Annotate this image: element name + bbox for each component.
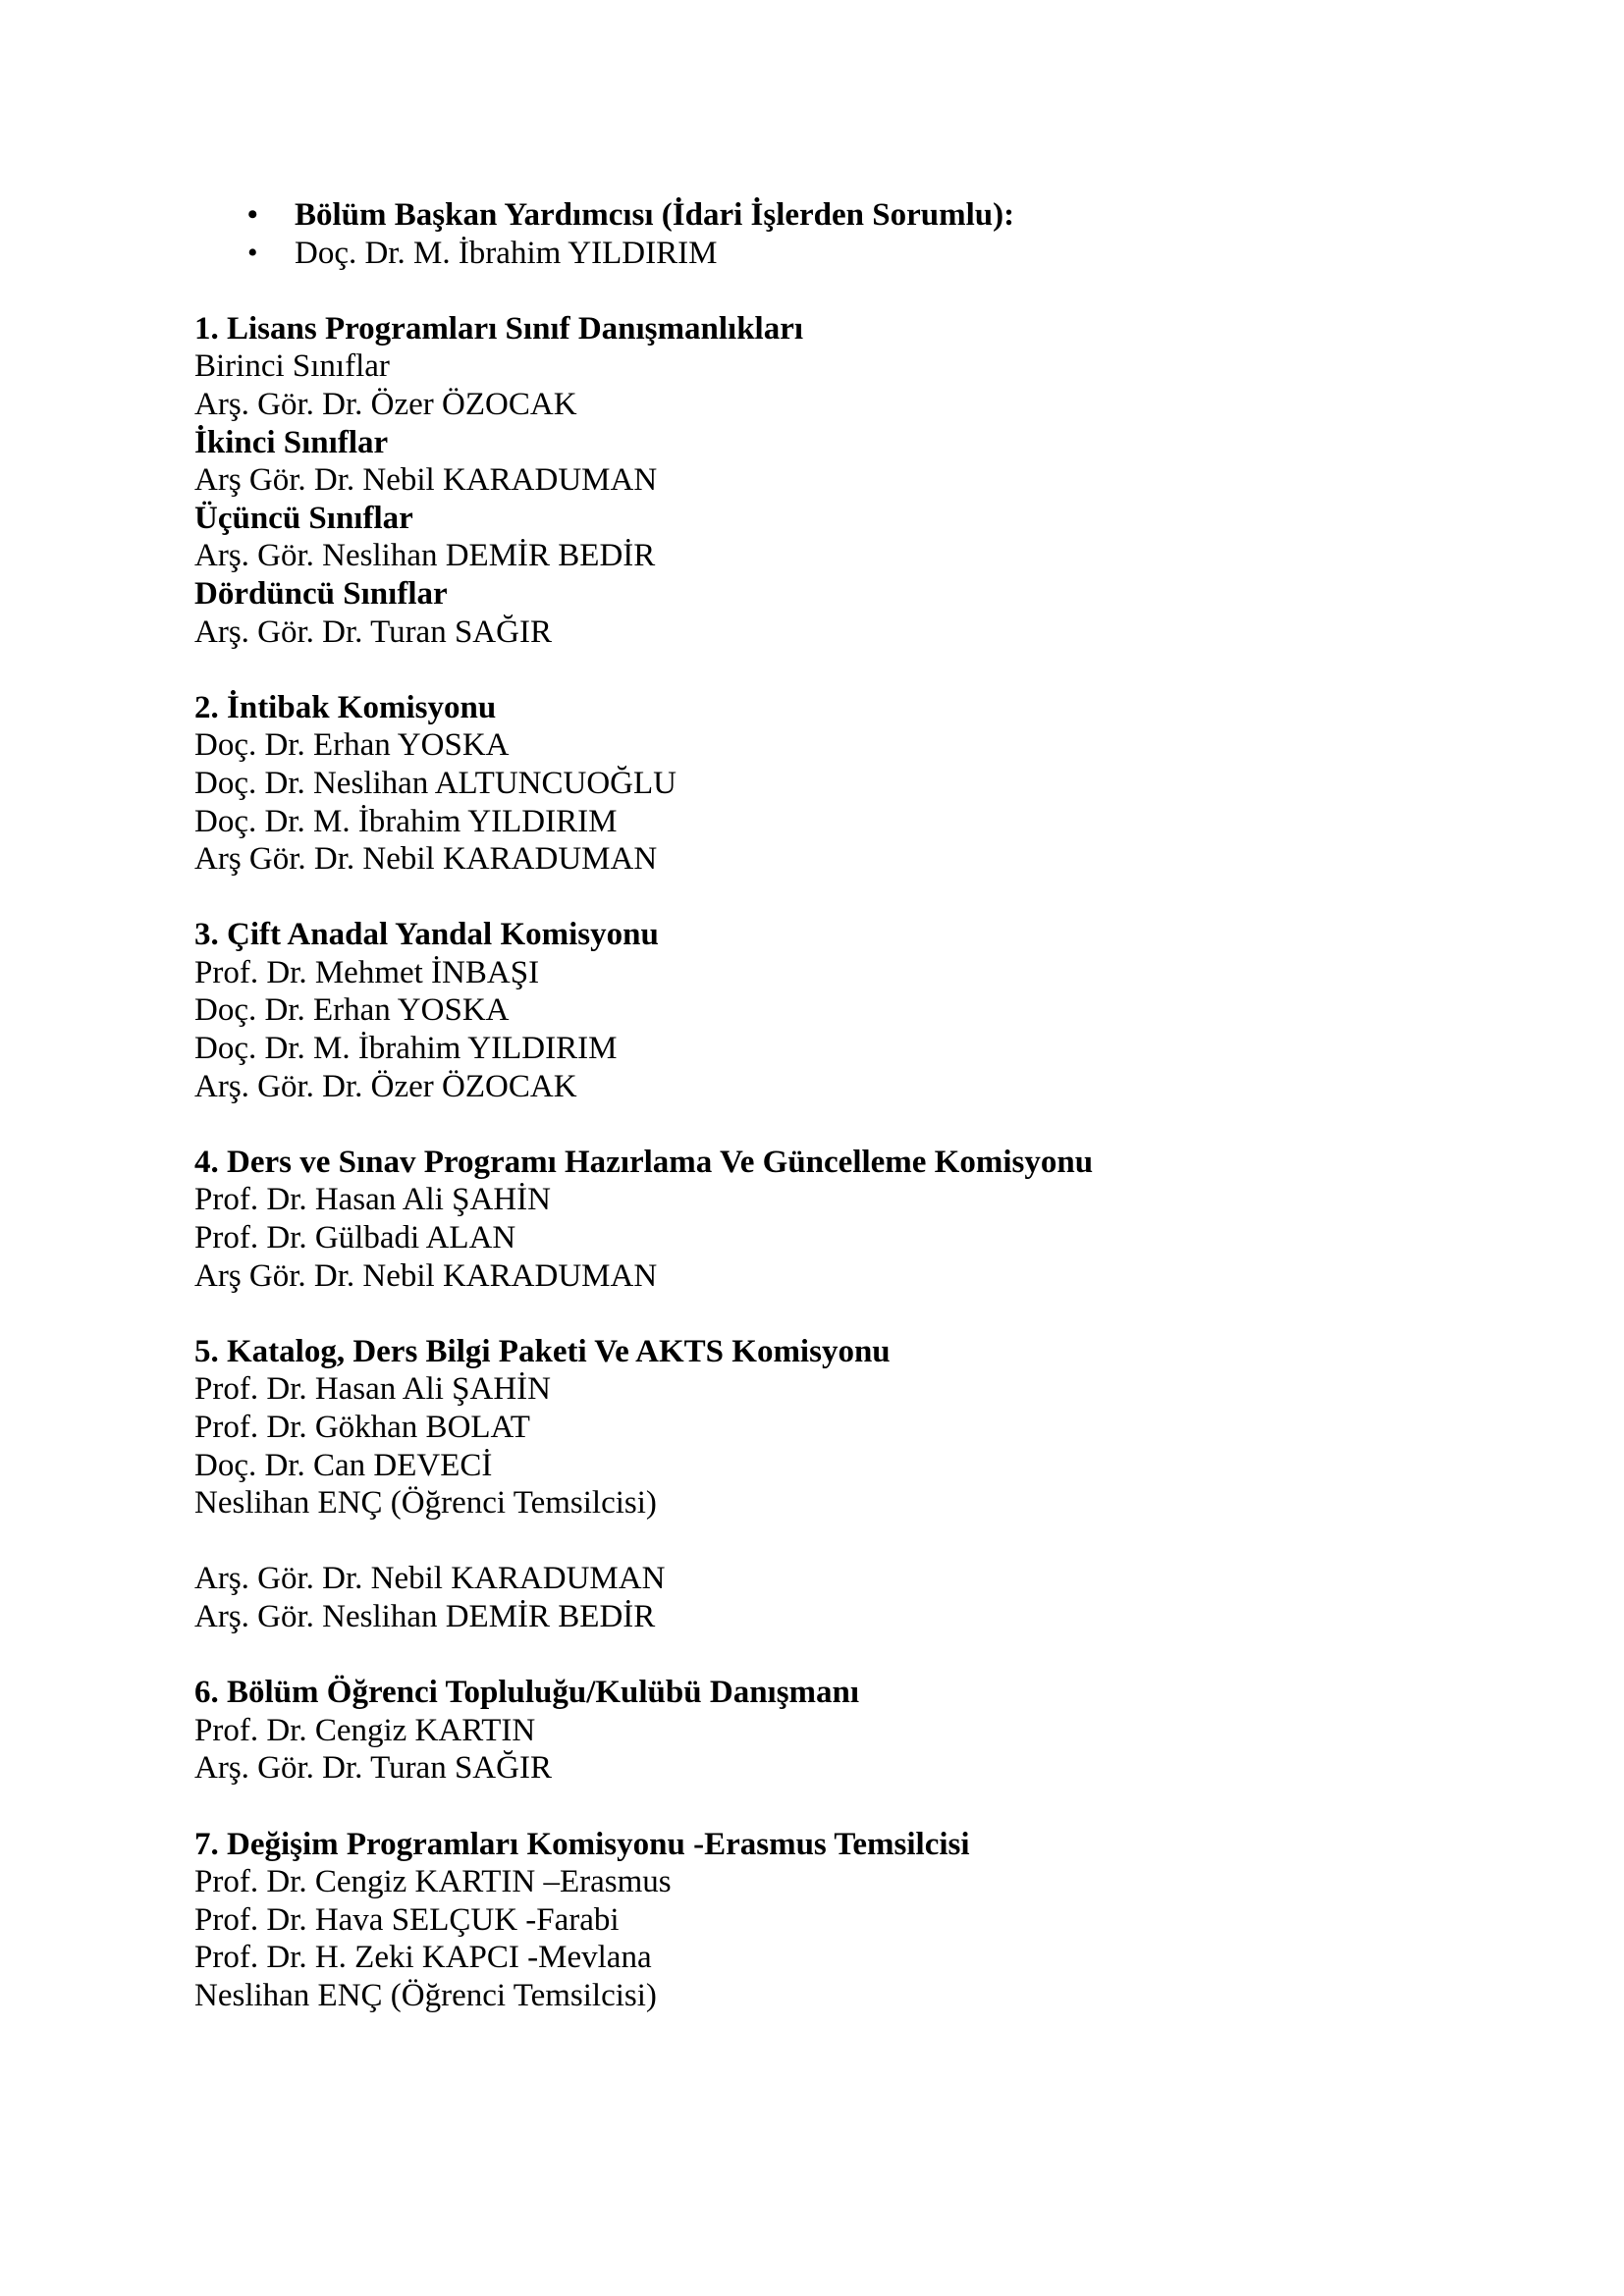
member-line: Arş. Gör. Dr. Turan SAĞIR <box>194 1750 552 1787</box>
member-line: Doç. Dr. M. İbrahim YILDIRIM <box>194 803 618 839</box>
member-line: Doç. Dr. Can DEVECİ <box>194 1447 493 1483</box>
bullet-item <box>247 196 1471 235</box>
member-line: Neslihan ENÇ (Öğrenci Temsilcisi) <box>194 1485 657 1522</box>
bullet-text: Doç. Dr. M. İbrahim YILDIRIM <box>295 235 718 271</box>
section <box>194 1674 1471 1788</box>
member-line: Prof. Dr. Hava SELÇUK -Farabi <box>194 1901 620 1938</box>
member-line: Prof. Dr. H. Zeki KAPCI -Mevlana <box>194 1940 652 1976</box>
member-line: Prof. Dr. Hasan Ali ŞAHİN <box>194 1371 551 1408</box>
section-title: 5. Katalog, Ders Bilgi Paketi Ve AKTS Komisyonu <box>194 1333 891 1369</box>
section-title: 4. Ders ve Sınav Programı Hazırlama Ve Güncelleme Komisyonu <box>194 1144 1094 1180</box>
member-line: Arş. Gör. Dr. Özer ÖZOCAK <box>194 386 577 422</box>
member-line: Doç. Dr. M. İbrahim YILDIRIM <box>194 1031 618 1067</box>
member-line: Doç. Dr. Neslihan ALTUNCUOĞLU <box>194 765 677 801</box>
section-title: 3. Çift Anadal Yandal Komisyonu <box>194 917 659 953</box>
member-line: Prof. Dr. Mehmet İNBAŞI <box>194 954 540 990</box>
section-title: 2. İntibak Komisyonu <box>194 689 497 725</box>
member-line: Doç. Dr. Erhan YOSKA <box>194 727 510 764</box>
member-line: Birinci Sınıflar <box>194 348 390 385</box>
member-line: Doç. Dr. Erhan YOSKA <box>194 992 510 1029</box>
member-line: Prof. Dr. Cengiz KARTIN –Erasmus <box>194 1864 672 1900</box>
member-line: Arş. Gör. Dr. Özer ÖZOCAK <box>194 1068 577 1104</box>
section-title: 6. Bölüm Öğrenci Topluluğu/Kulübü Danışmanı <box>194 1675 860 1711</box>
member-line: Neslihan ENÇ (Öğrenci Temsilcisi) <box>194 1977 657 2013</box>
member-line: Arş. Gör. Dr. Turan SAĞIR <box>194 614 552 650</box>
section-title: 7. Değişim Programları Komisyonu -Erasmus Temsilcisi <box>194 1826 970 1862</box>
sections-container <box>194 310 1471 2015</box>
subheading: Üçüncü Sınıflar <box>194 500 413 536</box>
section <box>194 1333 1471 1636</box>
section-title: 1. Lisans Programları Sınıf Danışmanlıkları <box>194 310 804 347</box>
member-line: Arş Gör. Dr. Nebil KARADUMAN <box>194 841 658 878</box>
blank-line <box>194 1522 1471 1561</box>
member-line: Prof. Dr. Cengiz KARTIN <box>194 1712 536 1748</box>
member-line: Arş. Gör. Neslihan DEMİR BEDİR <box>194 538 656 574</box>
section <box>194 1144 1471 1295</box>
document-content <box>194 196 1471 2015</box>
section <box>194 310 1471 651</box>
member-line: Arş. Gör. Neslihan DEMİR BEDİR <box>194 1598 656 1634</box>
section <box>194 1826 1471 2015</box>
bullet-text: Bölüm Başkan Yardımcısı (İdari İşlerden Sorumlu): <box>295 197 1015 233</box>
bullet-icon: • <box>247 236 258 269</box>
section <box>194 916 1471 1105</box>
member-line: Prof. Dr. Gökhan BOLAT <box>194 1410 530 1445</box>
member-line: Arş Gör. Dr. Nebil KARADUMAN <box>194 462 658 499</box>
bullet-icon: • <box>247 198 258 231</box>
member-line: Prof. Dr. Gülbadi ALAN <box>194 1220 516 1256</box>
bullet-item <box>247 235 1471 273</box>
bullet-list <box>247 196 1471 272</box>
subheading: Dördüncü Sınıflar <box>194 575 448 612</box>
subheading: İkinci Sınıflar <box>194 424 389 460</box>
member-line: Prof. Dr. Hasan Ali ŞAHİN <box>194 1182 551 1218</box>
member-line: Arş Gör. Dr. Nebil KARADUMAN <box>194 1257 658 1294</box>
member-line: Arş. Gör. Dr. Nebil KARADUMAN <box>194 1561 666 1597</box>
section <box>194 689 1471 879</box>
